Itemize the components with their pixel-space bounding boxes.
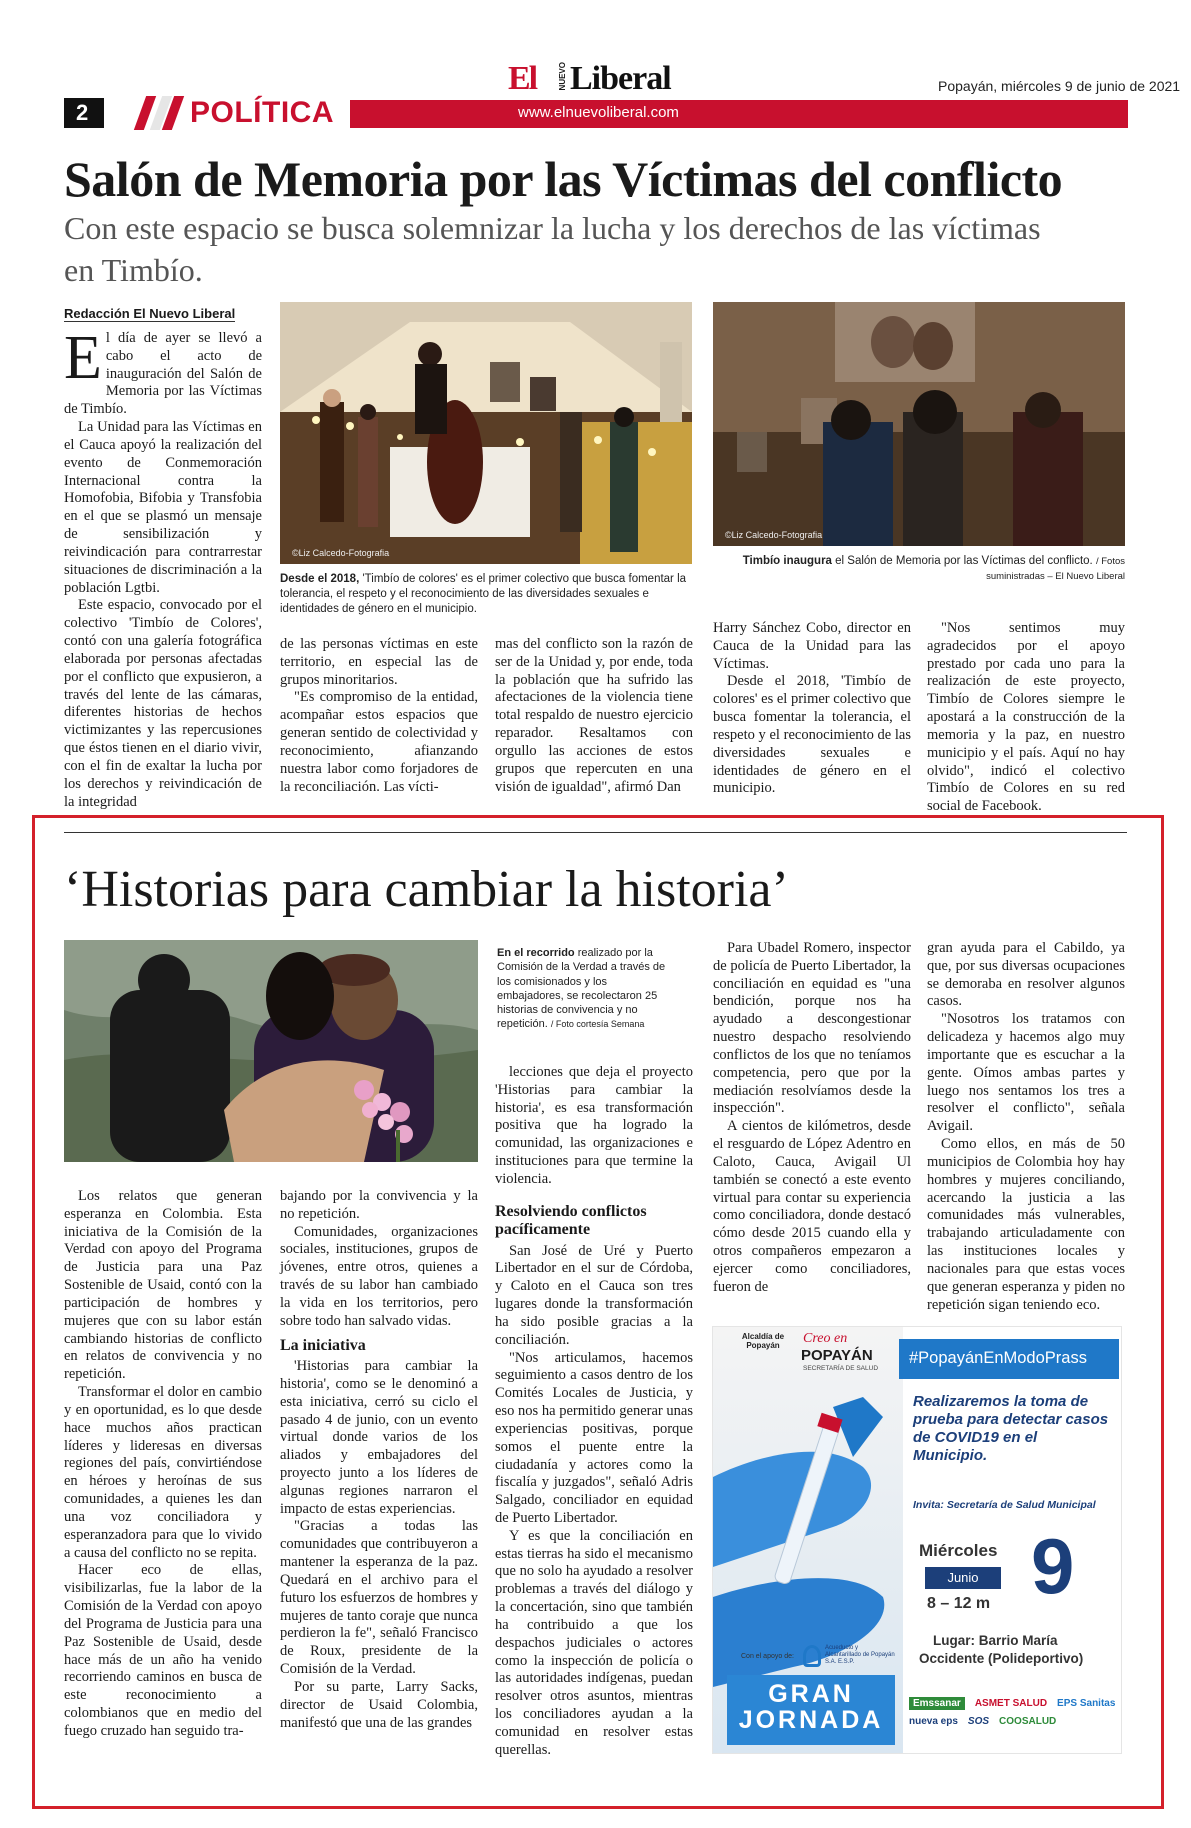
- paragraph: lecciones que deja el proyecto 'Historias para cambiar la historia', es esa transformación positiva que ha logrado la comunidad, las organizaciones e instituciones para que termine la violencia.: [495, 1064, 693, 1187]
- article2-column-5: [927, 940, 1125, 1314]
- caption-text: realizado por la Comisión de la Verdad a través de los comisionados y los embajadores, se recolectaron 25 historias de convivencia y no repetición.: [497, 947, 666, 1031]
- paragraph: Como ellos, en más de 50 municipios de Colombia hoy hay hombres y mujeres conciliando, acercando la justicia a las comunidades más vulnerables, trabajando articuladamente con las instituciones locales y nacionales para que estas voces que generan esperanza y piden no repetición sigan teniendo eco.: [927, 1136, 1125, 1313]
- paragraph: Hacer eco de ellas, visibilizarlas, fue la labor de la Comisión de la Verdad con apoyo del Programa de Justicia para una Paz Sostenible de Usaid, desde hace más de un año ha venido recorriendo caminos en busca de este reconocimiento a colombianos que en medio del fuego cruzado han seguido tra-: [64, 1562, 262, 1739]
- caption-lead: En el recorrido: [497, 947, 575, 959]
- acueducto-logo-icon: [803, 1645, 821, 1667]
- paragraph: "Es compromiso de la entidad, acompañar estos espacios que generan sentido de colectividad y reconocimiento, afianzando nuestra labor como forjadores de la reconciliación. Las vícti-: [280, 689, 478, 795]
- photo-illustration: [713, 302, 1125, 546]
- header-red-bar: [350, 100, 1128, 128]
- article2-photo-caption: [497, 946, 673, 1032]
- ad-jornada: JORNADA: [738, 1706, 884, 1735]
- ad-lugar-line1: Lugar: Barrio María: [933, 1633, 1058, 1648]
- covid-test-advertisement[interactable]: [712, 1326, 1122, 1754]
- ad-invita: Invita: Secretaría de Salud Municipal: [913, 1499, 1096, 1511]
- ad-headline: Realizaremos la toma de prueba para detectar casos de COVID19 en el Municipio.: [913, 1393, 1109, 1464]
- ad-alcaldia-label: Alcaldía de Popayán: [741, 1332, 785, 1350]
- caption-text: el Salón de Memoria por las Víctimas del conflicto.: [831, 555, 1093, 567]
- paragraph: mas del conflicto son la razón de ser de la Unidad y, por ende, toda la población que ha sufrido las afectaciones de la violencia tiene total respaldo de nuestro ejercicio reparador. Resaltamos con orgullo las acciones de estos grupos que repercuten en una visión de igualdad", afirmó Dan: [495, 636, 693, 795]
- article1-column-3: [495, 636, 693, 796]
- paragraph: "Gracias a todas las comunidades que contribuyeron a mantener la esperanza de la paz. Quedará en el archivo para el futuro los esfuerzos de hombres y mujeres de tanto coraje que nunca perdieron la fe", señaló Francisco de Roux, presidente de la Comisión de la Verdad.: [280, 1518, 478, 1678]
- sponsor-nueva-eps: nueva eps: [909, 1716, 958, 1727]
- logo-liberal: Liberal: [570, 60, 671, 97]
- article1-photo-gallery-event: [280, 302, 692, 564]
- paragraph: "Nos articulamos, hacemos seguimiento a casos dentro de los Comités Locales de Justicia, y eso nos ha permitido generar unas experiencias positivas, porque somos el puente entre la ciudadanía y actores como la fiscalía y juzgados", señaló Adris Salgado, conciliador en equidad de Puerto Libertador.: [495, 1349, 693, 1526]
- caption-text: 'Timbío de colores' es el primer colectivo que busca fomentar la tolerancia, el respeto y el reconocimiento de las diversidades sexuales e identidades de género en el municipio.: [280, 573, 687, 615]
- article1-headline: Salón de Memoria por las Víctimas del conflicto: [64, 151, 1063, 207]
- paragraph: A cientos de kilómetros, desde el resguardo de López Adentro en Caloto, Cauca, Avigail Ul también se conectó a este evento virtual para contar su experiencia como conciliadora, donde destacó cómo desde 2015 cuando ella y otros compañeros empezaron a ejercer como conciliadores, fueron de: [713, 1118, 911, 1295]
- caption-lead: Timbío inaugura: [742, 555, 832, 567]
- paragraph: La Unidad para las Víctimas en el Cauca apoyó la realización del evento de Conmemoración Internacional contra la Homofobia, Bifobia y Transfobia en el que se plasmó un mensaje de sensibilización y reivindicación para contrarrestar situaciones de discriminación a la población Lgtbi.: [64, 419, 262, 596]
- photo-illustration: [64, 940, 478, 1162]
- ad-lugar-line2: Occidente (Polideportivo): [919, 1651, 1084, 1666]
- subheading-resolviendo-conflictos: Resolviendo conflictos pacíficamente: [495, 1202, 647, 1239]
- paragraph: Por su parte, Larry Sacks, director de Usaid Colombia, manifestó que una de las grandes: [280, 1678, 478, 1731]
- ad-sponsor-logos: [909, 1697, 1119, 1727]
- ad-hashtag-banner: #PopayánEnModoPrass: [899, 1339, 1119, 1379]
- article1-column-5: [927, 620, 1125, 816]
- article2-headline: ‘Historias para cambiar la historia’: [64, 861, 789, 918]
- ad-popayan-brand: POPAYÁN: [801, 1347, 873, 1364]
- sponsor-sos: SOS: [967, 1716, 990, 1727]
- article1-subtitle: Con este espacio se busca solemnizar la lucha y los derechos de las víctimas en Timbío.: [64, 210, 1041, 288]
- photo-credit: ©Liz Calcedo-Fotografia: [725, 530, 823, 540]
- ad-creo-en: Creo en: [803, 1331, 848, 1346]
- paragraph: Comunidades, organizaciones sociales, instituciones, grupos de jóvenes, entre otros, quienes a través de su labor han cambiado la vida en los territorios, pero sobre todo han salvado vidas.: [280, 1223, 478, 1329]
- article2-rule: [64, 832, 1127, 833]
- paragraph: Para Ubadel Romero, inspector de policía de Puerto Libertador, la conciliación en equidad es "una bendición, porque nos ha ayudado a descongestionar nuestro despacho resolviendo conflictos de los que no teníamos competencia, pero que por la mediación resolvíamos desde la inspección".: [713, 940, 911, 1117]
- sponsor-sanitas: EPS Sanitas: [1057, 1698, 1116, 1709]
- caption-credit: / Fotos suministradas – El Nuevo Liberal: [986, 556, 1125, 582]
- article1-column-1: [64, 324, 262, 811]
- paragraph: gran ayuda para el Cabildo, ya que, por sus diversas ocupaciones se demoraba en resolver algunos casos.: [927, 940, 1125, 1010]
- ad-day-number: 9: [1031, 1522, 1075, 1610]
- section-title: POLÍTICA: [190, 96, 334, 129]
- website-url[interactable]: www.elnuevoliberal.com: [518, 104, 679, 121]
- paragraph: bajando por la convivencia y la no repetición.: [280, 1188, 478, 1222]
- article2-column-2: [280, 1188, 478, 1732]
- sponsor-coosalud: COOSALUD: [999, 1716, 1057, 1727]
- sponsor-asmet: ASMET SALUD: [974, 1698, 1048, 1709]
- article1-photo-inauguration: [713, 302, 1125, 546]
- article2-column-1: [64, 1188, 262, 1741]
- paragraph: "Nosotros los tratamos con delicadeza y hacemos algo muy importante que es escuchar a la gente. Oímos ambas partes y luego nos sentamos los tres a resolver el conflicto", señala Avigail.: [927, 1011, 1125, 1135]
- photo-credit: ©Liz Calcedo-Fotografia: [292, 548, 390, 558]
- logo-el: El: [508, 60, 537, 97]
- article1-column-2: [280, 636, 478, 796]
- issue-date: Popayán, miércoles 9 de junio de 2021: [938, 78, 1181, 94]
- paragraph: de las personas víctimas en este territorio, en especial las de grupos minoritarios.: [280, 636, 478, 688]
- article1-photo1-caption: [280, 572, 692, 617]
- ad-con-apoyo: Con el apoyo de:: [741, 1653, 794, 1660]
- newspaper-logo: [508, 60, 688, 98]
- ad-gran: GRAN: [768, 1680, 854, 1708]
- ad-secretaria-label: SECRETARÍA DE SALUD: [803, 1365, 879, 1372]
- photo-illustration: [280, 302, 692, 564]
- page-number: 2: [64, 98, 104, 128]
- subheading-la-iniciativa: La iniciativa: [280, 1336, 366, 1354]
- paragraph: Desde el 2018, 'Timbío de colores' es el primer colectivo que busca fomentar la tolerancia, el respeto y el reconocimiento de las diversidades sexuales e identidades de género en el municipio.: [713, 673, 911, 797]
- article2-column-4: [713, 940, 911, 1297]
- paragraph: Harry Sánchez Cobo, director en Cauca de la Unidad para las Víctimas.: [713, 620, 911, 672]
- paragraph: Y es que la conciliación en estas tierras ha sido el mecanismo que no solo ha ayudado a resolver problemas a través del diálogo y la concertación, sino que también ha contribuido a que los despachos judiciales o actores como la inspección de policía o las autoridades indígenas, puedan resolver otros asuntos, mientras los conciliadores ayudan a la comunidad en resolver estas querellas.: [495, 1527, 693, 1758]
- paragraph: El día de ayer se llevó a cabo el acto de inauguración del Salón de Memoria por las Víctimas de Timbío.: [64, 324, 262, 418]
- ad-month: Junio: [925, 1567, 1001, 1589]
- ad-day-name: Miércoles: [919, 1541, 998, 1560]
- article1-byline: Redacción El Nuevo Liberal: [64, 306, 236, 321]
- paragraph: San José de Uré y Puerto Libertador en el sur de Córdoba, y Caloto en el Cauca son tres lugares donde la transformación ha sido posible gracias a la conciliación.: [495, 1242, 693, 1348]
- ad-acueducto: Acueducto y Alcantarillado de Popayán S.A. E.S.P.: [825, 1645, 895, 1665]
- article1-column-4: [713, 620, 911, 798]
- paragraph: 'Historias para cambiar la historia', como se le denominó a esta iniciativa, cerró su ciclo el pasado 4 de junio, con un evento virtual donde varios de los aliados y embajadores del proyecto junto a los líderes de algunas regiones narraron el impacto de estas experiencias.: [280, 1358, 478, 1517]
- ad-hours: 8 – 12 m: [927, 1595, 991, 1612]
- caption-credit: / Foto cortesía Semana: [550, 1019, 645, 1030]
- paragraph: "Nos sentimos muy agradecidos por el apoyo prestado por cada uno para la realización de este proyecto, Timbío de Colores siempre le apostará a la construcción de la memoria y la paz, en nuestro municipio y el país. Aquí no hay olvido", indicó el colectivo Timbío de Colores en su red social de Facebook.: [927, 620, 1125, 815]
- article2-photo-embrace: [64, 940, 478, 1162]
- caption-lead: Desde el 2018,: [280, 573, 360, 585]
- paragraph: Los relatos que generan esperanza en Colombia. Esta iniciativa de la Comisión de la Verdad con apoyo del Programa de Justicia para una Paz Sostenible de Usaid, contó con la participación de hombres y mujeres que con su labor están cambiando historias de conflicto en relatos de convivencia y no repetición.: [64, 1188, 262, 1383]
- paragraph: Este espacio, convocado por el colectivo 'Timbío de Colores', contó con una galería fotográfica elaborada por personas afectadas por el conflicto que expusieron, a través del lente de las cámaras, diferentes historias de hechos victimizantes y las repercusiones que éstos tienen en el diario vivir, con el fin de exaltar la lucha por los derechos y reivindicación de la integridad: [64, 597, 262, 810]
- article1-photo2-caption: [713, 554, 1125, 584]
- logo-nuevo: NUEVO: [558, 62, 567, 91]
- paragraph: Transformar el dolor en cambio y en oportunidad, es lo que desde hace muchos años practican líderes y lideresas en diversas regiones del país, convirtiéndose en héroes y heroínas de sus comunidades, a quienes les dan una voz conciliadora y esperanzadora para que lo vivido a causa del conflicto no se repita.: [64, 1384, 262, 1561]
- sponsor-emssanar: Emssanar: [909, 1697, 965, 1710]
- article2-column-3: [495, 1064, 693, 1760]
- ad-gran-jornada: [727, 1675, 895, 1745]
